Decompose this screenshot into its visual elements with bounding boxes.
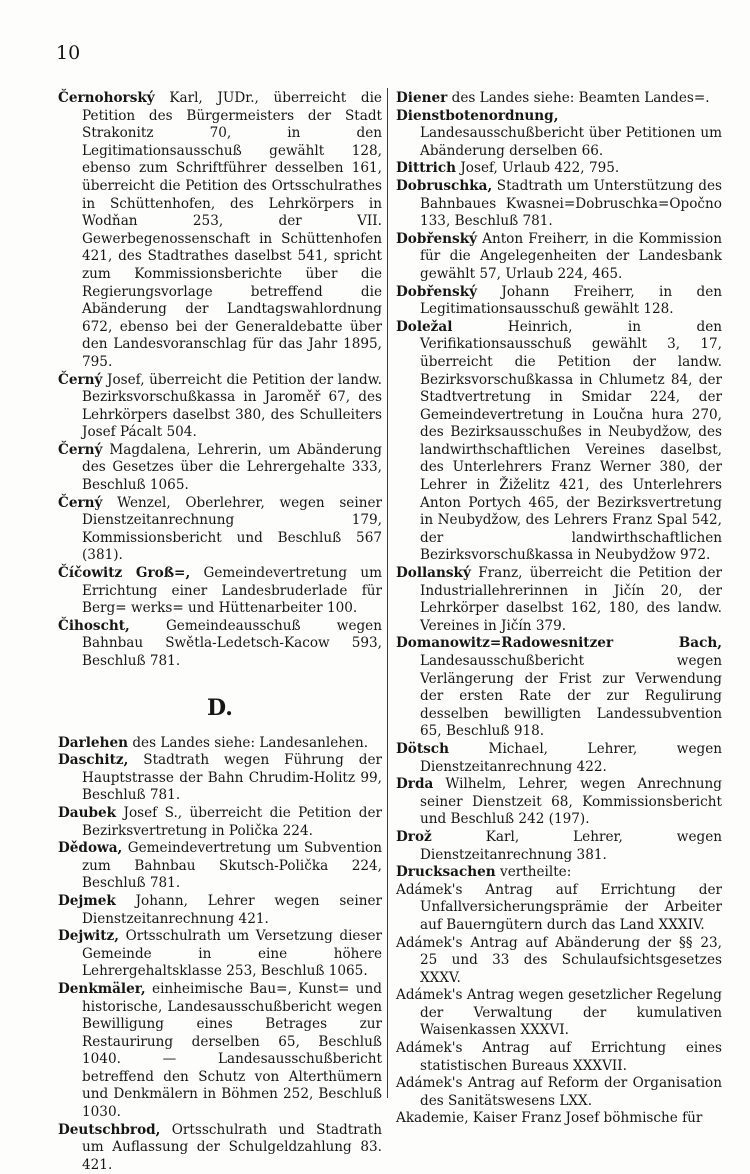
index-entry	[396, 776, 722, 829]
entry-heading: Dědowa,	[58, 840, 123, 857]
index-entry	[396, 635, 722, 741]
entry-text: Josef, Urlaub 422, 795.	[460, 160, 620, 177]
section-letter: D.	[207, 694, 233, 721]
index-entry	[58, 565, 382, 618]
entry-text: Gemeindevertretung um Errichtung einer Landesbruderlade für Berg= werks= und Hüttenarbeiter 100.	[82, 565, 383, 617]
index-entry	[58, 805, 382, 840]
entry-text: Adámek's Antrag auf Reform der Organisation des Sanitätswesens LXX.	[396, 1075, 722, 1109]
entry-heading: Dobruschka,	[396, 177, 493, 194]
d-entries-right	[396, 90, 722, 1128]
index-entry	[396, 987, 722, 1040]
left-column	[58, 90, 382, 1174]
index-entry	[396, 565, 722, 635]
right-column	[396, 90, 722, 1128]
entry-text: Stadtrath wegen Führung der Hauptstrasse der Bahn Chrudim-Holitz 99, Beschluß 781.	[82, 752, 382, 804]
entry-text: Landesausschußbericht wegen Verlängerung der Frist zur Verwendung der ersten Rate der zur Regulirung desselben bewilligten Landessubvention 65, Beschluß 918.	[420, 653, 722, 740]
entry-text: Johann Freiherr, in den Legitimationsausschuß gewählt 128.	[420, 283, 722, 318]
entry-text: Heinrich, in den Verifikationsausschuß gewählt 3, 17, überreicht die Petition der landw. Bezirksvorschußkassa in Chlumetz 84, der Stadtvertretung in Smidar 224, der Gemeindevertretung in Loučna hura 270, des Bezirksausschußes in Neubydžow, des landwirthschaftlichen Vereines daselbst, des Unterlehrers Franz Werner 380, der Lehrer in Žiželitz 421, des Unterlehrers Anton Portych 465, der Bezirksvertretung in Neubydžow, des Lehrers Franz Spal 542, der landwirthschaftlichen Bezirksvorschußkassa in Neubydžow 972.	[420, 318, 722, 564]
c-entries	[58, 90, 382, 671]
entry-text: Adámek's Antrag auf Errichtung eines statistischen Bureaus XXXVII.	[396, 1040, 722, 1074]
entry-heading: Drož	[396, 828, 432, 845]
index-entry	[396, 882, 722, 935]
d-entries-left	[58, 735, 382, 1174]
index-entry	[396, 319, 722, 565]
entry-heading: Daubek	[58, 804, 117, 821]
entry-text: Wenzel, Oberlehrer, wegen seiner Dienstzeitanrechnung 179, Kommissionsbericht und Beschluß 567 (381).	[82, 494, 382, 564]
entry-text: einheimische Bau=, Kunst= und historische, Landesausschußbericht wegen Bewilligung eines Betrages zur Restaurirung derselben 65, Beschluß 1040. — Landesausschußbericht betreffend den Schutz von Alterthümern und Denkmälern in Böhmen 252, Beschluß 1030.	[82, 980, 383, 1121]
entry-text: Johann, Lehrer wegen seiner Dienstzeitanrechnung 421.	[82, 892, 382, 927]
index-entry	[58, 752, 382, 805]
index-entry	[396, 231, 722, 284]
entry-heading: Darlehen	[58, 734, 128, 751]
entry-heading: Dobřenský	[396, 230, 478, 247]
column-divider	[387, 88, 388, 1098]
index-entry	[396, 1040, 722, 1075]
entry-text: Ortsschulrath um Versetzung dieser Gemeinde in eine höhere Lehrergehaltsklasse 253, Beschluß 1065.	[82, 928, 382, 980]
entry-heading: Denkmäler,	[58, 980, 146, 997]
entry-heading: Černý	[58, 494, 103, 511]
index-entry	[58, 1122, 382, 1174]
entry-heading: Dejwitz,	[58, 928, 119, 945]
entry-heading: Dienstbotenordnung,	[396, 107, 559, 124]
entry-heading: Daschitz,	[58, 752, 129, 769]
index-entry	[58, 840, 382, 893]
entry-text: Adámek's Antrag auf Errichtung der Unfallversicherungsprämie der Arbeiter auf Bauerngütern durch das Land XXXIV.	[396, 881, 722, 933]
entry-heading: Deutschbrod,	[58, 1121, 161, 1138]
entry-text: Franz, überreicht die Petition der Industriallehrerinnen in Jičín 20, der Lehrkörper daselbst 162, 180, des landw. Vereines in Jičín 379.	[420, 565, 722, 634]
index-entry	[396, 864, 722, 882]
index-entry	[396, 829, 722, 864]
index-entry	[58, 735, 382, 753]
index-entry	[396, 284, 722, 319]
entry-heading: Domanowitz=Radowesnitzer Bach,	[396, 635, 722, 652]
entry-text: vertheilte:	[500, 864, 572, 881]
entry-heading: Dejmek	[58, 892, 116, 909]
entry-heading: Drda	[396, 776, 434, 793]
entry-text: Gemeindevertretung um Subvention zum Bahnbau Skutsch-Polička 224, Beschluß 781.	[82, 840, 382, 892]
entry-text: Michael, Lehrer, wegen Dienstzeitanrechnung 422.	[420, 740, 722, 775]
entry-heading: Drucksachen	[396, 864, 496, 881]
entry-text: Adámek's Antrag auf Abänderung der §§ 23, 25 und 33 des Schulaufsichtsgesetzes XXXV.	[396, 934, 722, 986]
entry-text: des Landes siehe: Beamten Landes=.	[451, 90, 710, 106]
entry-heading: Dollanský	[396, 565, 471, 582]
index-entry	[396, 1110, 722, 1128]
entry-heading: Čihoscht,	[58, 617, 130, 634]
entry-text: Akademie, Kaiser Franz Josef böhmische für	[396, 1110, 703, 1127]
entry-heading: Černohorský	[58, 90, 155, 106]
entry-text: Karl, Lehrer, wegen Dienstzeitanrechnung 381.	[420, 828, 722, 863]
index-entry	[58, 90, 382, 372]
entry-heading: Dobřenský	[396, 283, 478, 300]
entry-heading: Černý	[58, 371, 103, 388]
index-entry	[58, 618, 382, 671]
index-entry	[396, 108, 722, 161]
index-entry	[396, 1075, 722, 1110]
entry-text: Josef S., überreicht die Petition der Bezirksvertretung in Polička 224.	[82, 804, 382, 839]
index-entry	[58, 893, 382, 928]
entry-text: Stadtrath um Unterstützung des Bahnbaues Kwasnei=Dobruschka=Opočno 133, Beschluß 781.	[420, 177, 722, 230]
entry-heading: Číčowitz Groß=,	[58, 565, 191, 582]
entry-heading: Dötsch	[396, 740, 449, 757]
entry-text: Wilhelm, Lehrer, wegen Anrechnung seiner Dienstzeit 68, Kommissionsbericht und Beschluß 242 (197).	[420, 776, 722, 828]
index-entry	[396, 90, 722, 108]
entry-text: Karl, JUDr., überreicht die Petition des Bürgermeisters der Stadt Strakonitz 70, in den Legitimationsausschuß gewählt 128, ebenso zum Schriftführer desselben 161, überreicht die Petition des Ortsschulrathes in Schüttenhofen, des Lehrkörpers in Wodňan 253, der VII. Gewerbegenossenschaft in Schüttenhofen 421, des Stadtrathes daselbst 541, spricht zum Kommissionsberichte über die Regierungsvorlage betreffend die Abänderung der Landtagswahlordnung 672, ebenso bei der Generaldebatte über den Landesvoranschlag für das Jahr 1895, 795.	[82, 90, 382, 370]
index-entry	[396, 741, 722, 776]
entry-heading: Černý	[58, 441, 103, 458]
entry-text: Adámek's Antrag wegen gesetzlicher Regelung der Verwaltung der kumulativen Waisenkassen XXXVI.	[396, 987, 722, 1039]
page-number: 10	[56, 42, 81, 64]
index-entry	[58, 372, 382, 442]
index-entry	[396, 935, 722, 988]
entry-text: Landesausschußbericht über Petitionen um Abänderung derselben 66.	[420, 125, 722, 159]
index-entry	[396, 178, 722, 231]
entry-heading: Dittrich	[396, 160, 456, 177]
index-entry	[58, 928, 382, 981]
index-entry	[396, 160, 722, 178]
entry-text: Anton Freiherr, in die Kommission für die Angelegenheiten der Landesbank gewählt 57, Urlaub 224, 465.	[420, 230, 722, 282]
entry-heading: Doležal	[396, 318, 453, 335]
entry-text: Josef, überreicht die Petition der landw. Bezirksvorschußkassa in Jaroměř 67, des Lehrkörpers daselbst 380, des Schulleiters Josef Pácalt 504.	[82, 371, 382, 441]
entry-text: Gemeindeausschuß wegen Bahnbau Swětla-Ledetsch-Kacow 593, Beschluß 781.	[82, 617, 382, 669]
entry-text: des Landes siehe: Landesanlehen.	[132, 734, 369, 751]
index-entry	[58, 495, 382, 565]
index-entry	[58, 442, 382, 495]
entry-text: Magdalena, Lehrerin, um Abänderung des Gesetzes über die Lehrergehalte 333, Beschluß 1065.	[82, 441, 383, 494]
entry-heading: Diener	[396, 90, 448, 106]
index-entry	[58, 981, 382, 1122]
entry-text: Ortsschulrath und Stadtrath um Auflassung der Schulgeldzahlung 83. 421.	[82, 1121, 382, 1173]
